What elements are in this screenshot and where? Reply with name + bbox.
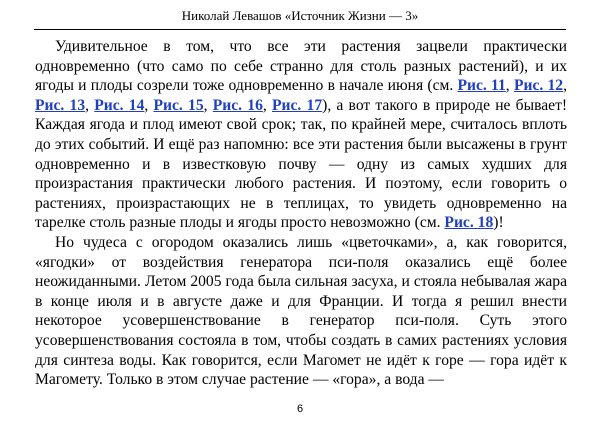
paragraph-1-text-c: )!	[493, 214, 504, 232]
paragraph-2: Но чудеса с огородом оказались лишь «цветочками», а, как говорится, «ягодки» от воздействия генератора пси-поля оказались ещё более неожиданными. Летом 2005 года была сильная засуха, и стояла небывалая жара в конце июля и в августе даже и для Франции. И тогда я решил внести некоторое усовершенствование в генератор пси-поля. Суть этого усовершенствования состояла в том, чтобы создать в самих растениях условия для синтеза воды. Как говорится, если Магомет не идёт к горе — гора идёт к Магомету. Только в этом случае растение — «гора», а вода —	[35, 233, 567, 389]
figure-link-12[interactable]: Рис. 12	[513, 77, 564, 95]
link-separator: ,	[85, 96, 95, 114]
link-separator: ,	[262, 96, 272, 114]
figure-link-17[interactable]: Рис. 17	[272, 96, 323, 114]
paragraph-1-text-a: Удивительное в том, что все эти растения зацвели практически одновременно (что само по себе странно для столь разных растений), и их ягоды и плоды созрели тоже одновременно в начале июня (см.	[35, 38, 567, 95]
figure-link-14[interactable]: Рис. 14	[94, 96, 145, 114]
figure-link-18[interactable]: Рис. 18	[444, 214, 494, 232]
link-separator: ,	[505, 77, 514, 95]
link-separator: ,	[203, 96, 213, 114]
running-header: Николай Левашов «Источник Жизни — 3»	[181, 8, 419, 23]
link-separator: ,	[144, 96, 154, 114]
paragraph-1-text-b: ), а вот такого в природе не бывает! Каждая ягода и плод имеют свой срок; так, по крайней мере, считалось вплоть до этих событий. И ещё раз напомню: все эти растения были высажены в грунт одновременно и в известковую почву — одну из самых худших для произрастания практически любого растения. И поэтому, если говорить о растениях, произрастающих не в теплицах, то увидеть одновременно на тарелке столь разные плоды и ягоды просто невозможно (см.	[35, 96, 568, 232]
link-separator: ,	[563, 77, 567, 95]
paragraph-1	[35, 37, 567, 233]
page-number: 6	[296, 403, 304, 415]
header-rule	[34, 29, 566, 30]
body-text	[35, 37, 567, 390]
figure-link-13[interactable]: Рис. 13	[35, 96, 86, 114]
figure-link-16[interactable]: Рис. 16	[212, 96, 263, 114]
figure-link-11[interactable]: Рис. 11	[457, 77, 506, 95]
figure-link-15[interactable]: Рис. 15	[153, 96, 204, 114]
